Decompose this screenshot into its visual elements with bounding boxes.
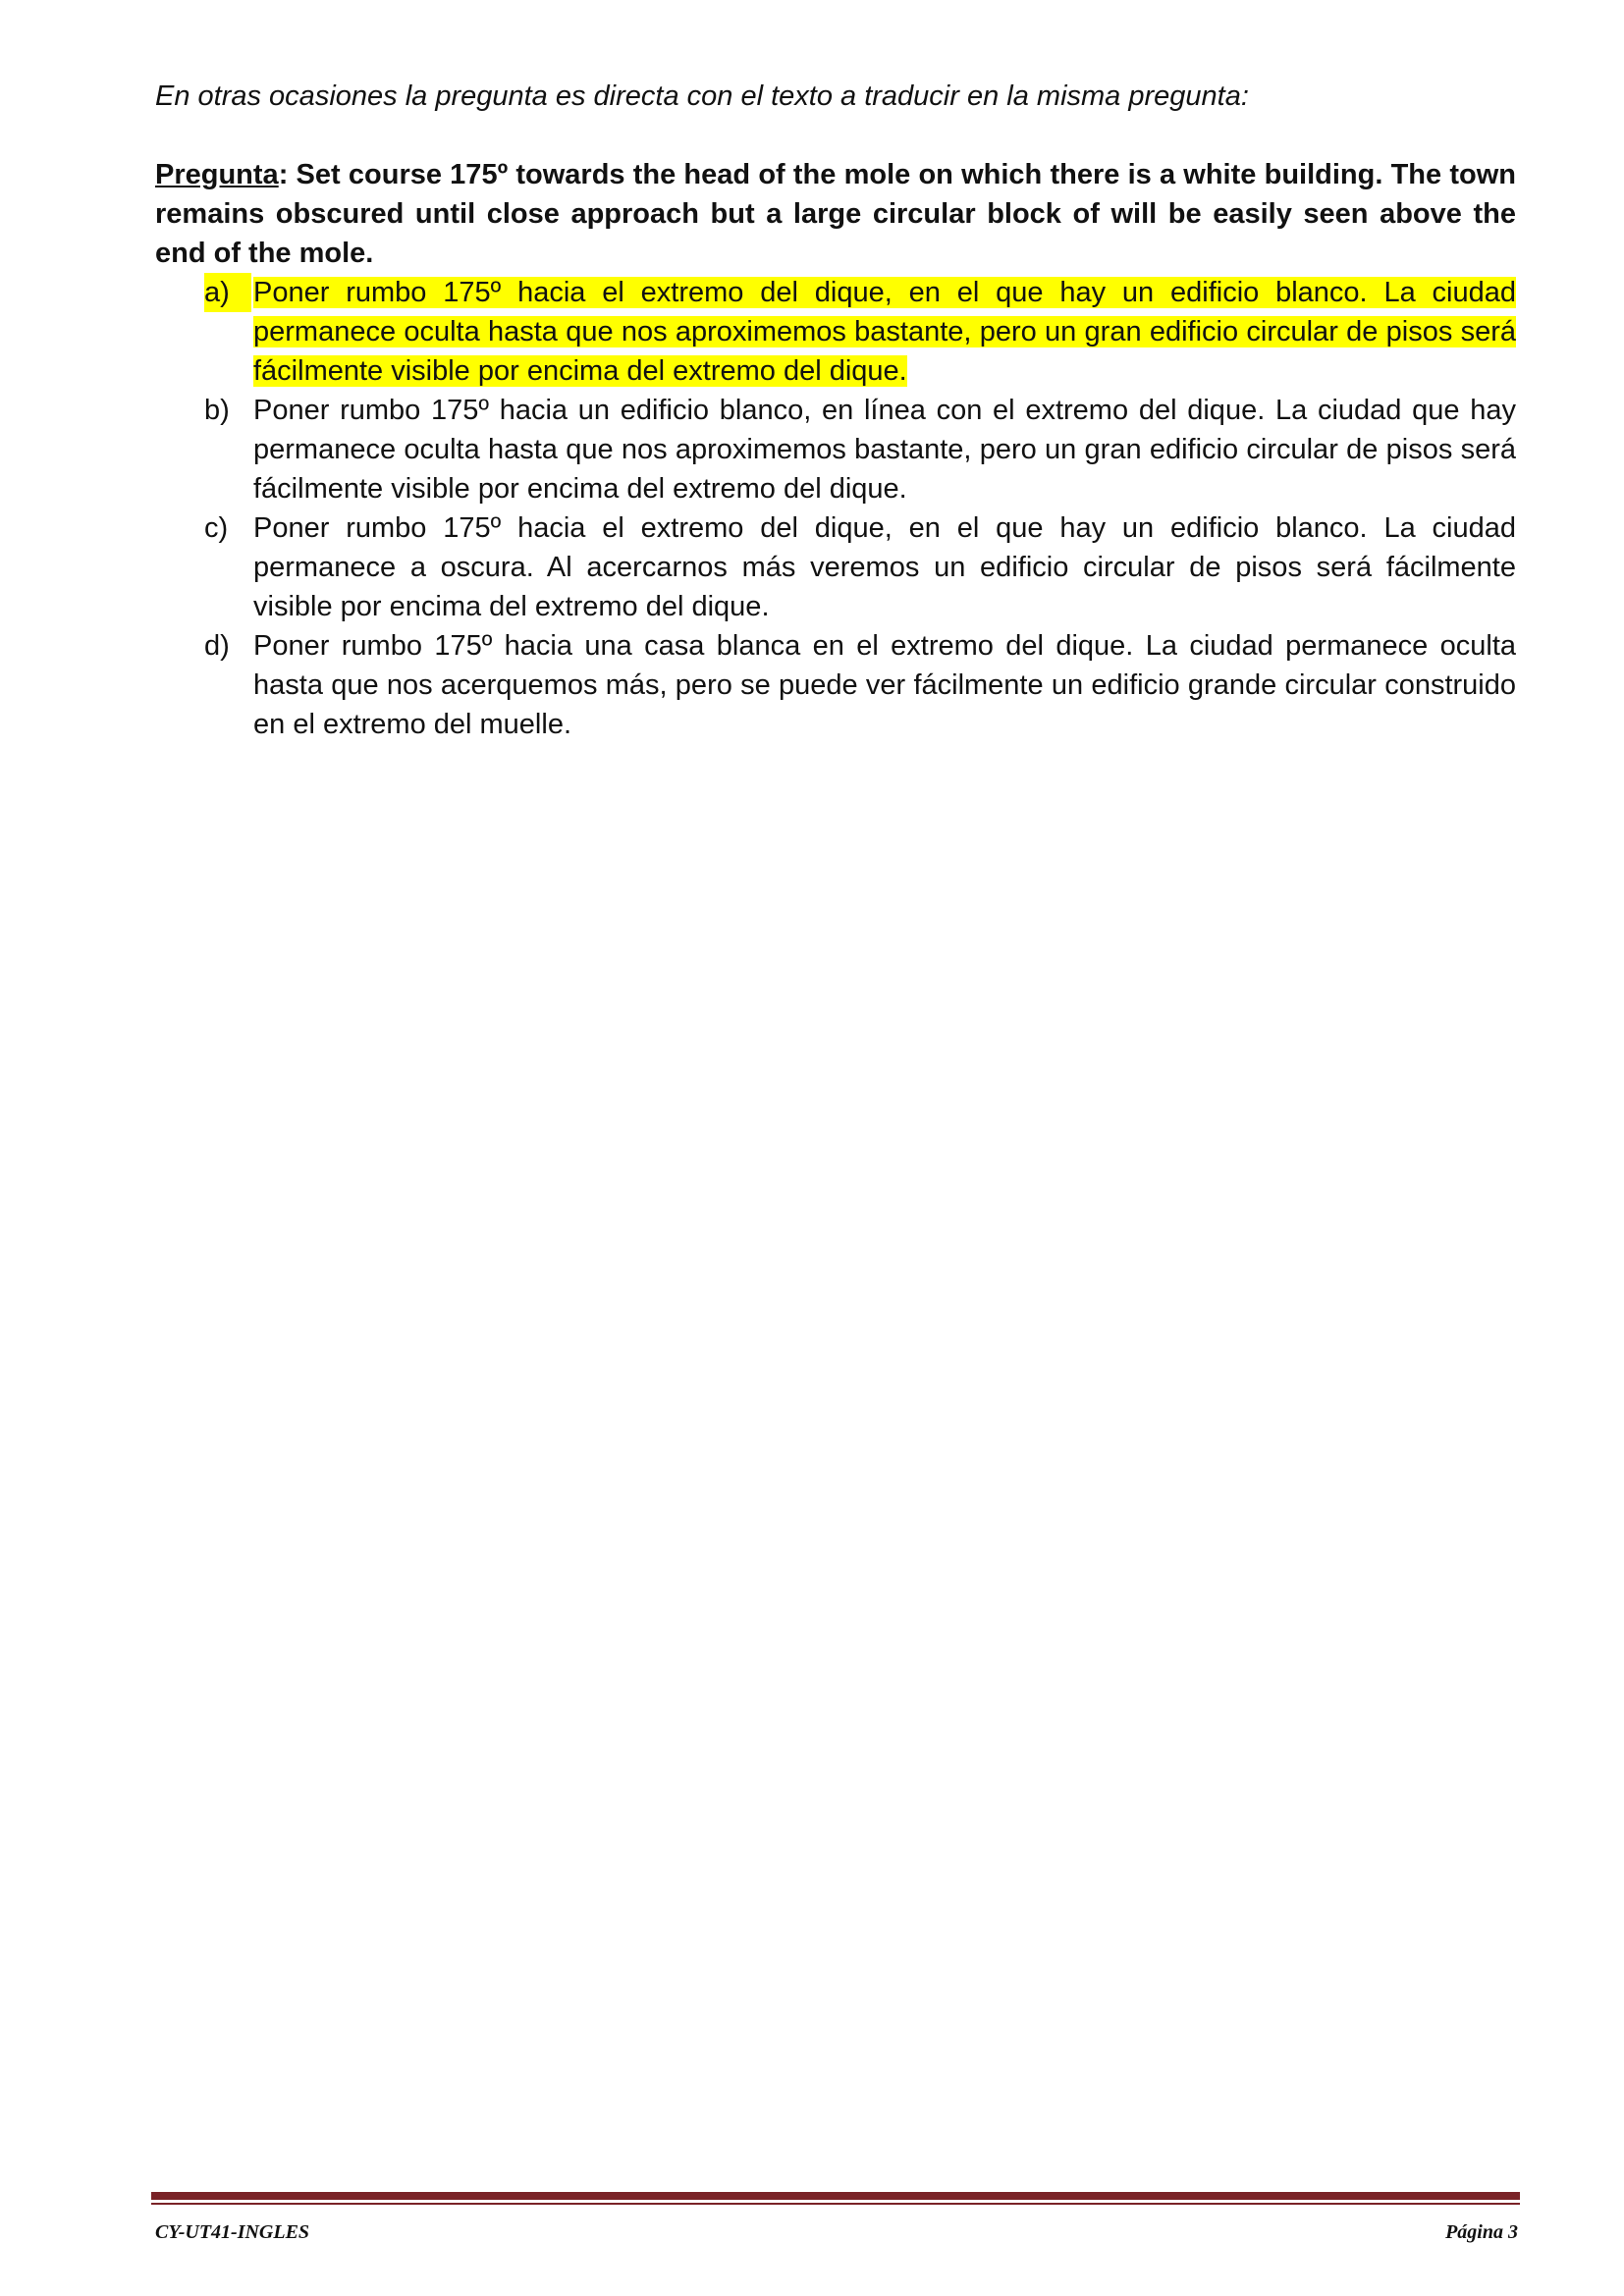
- question-text: Set course 175º towards the head of the mole on which there is a white building. The town remains obscured until close approach but a large circular block of will be easily seen above the end of the mole.: [155, 159, 1516, 269]
- option-text: Poner rumbo 175º hacia el extremo del dique, en el que hay un edificio blanco. La ciudad permanece a oscura. Al acercarnos más veremos un edificio circular de pisos será fácilmente visible por encima del extremo del dique.: [253, 512, 1516, 622]
- footer-divider-thin: [151, 2203, 1520, 2205]
- option-letter: b): [204, 395, 230, 426]
- option-text: Poner rumbo 175º hacia el extremo del dique, en el que hay un edificio blanco. La ciudad permanece oculta hasta que nos aproximemos bastante, pero un gran edificio circular de pisos será fácilmente visible por encima del extremo del dique.: [253, 277, 1516, 387]
- option-letter: d): [204, 630, 230, 662]
- question-separator: :: [278, 159, 289, 190]
- footer-page-number: Página 3: [1445, 2221, 1518, 2243]
- answer-options: [155, 273, 1516, 744]
- option-text: Poner rumbo 175º hacia una casa blanca en el extremo del dique. La ciudad permanece oculta hasta que nos acerquemos más, pero se puede ver fácilmente un edificio grande circular construido en el extremo del muelle.: [253, 630, 1516, 740]
- intro-text: En otras ocasiones la pregunta es directa con el texto a traducir en la misma pregunta:: [155, 80, 1249, 112]
- option-text: Poner rumbo 175º hacia un edificio blanco, en línea con el extremo del dique. La ciudad que hay permanece oculta hasta que nos aproximemos bastante, pero un gran edificio circular de pisos será fácilmente visible por encima del extremo del dique.: [253, 395, 1516, 505]
- question-label: Pregunta: [155, 159, 279, 190]
- option-c: [155, 508, 1516, 626]
- footer-document-code: CY-UT41-INGLES: [155, 2221, 310, 2243]
- option-b: [155, 391, 1516, 508]
- document-page: [155, 77, 1516, 744]
- option-a: [155, 273, 1516, 391]
- footer-divider: [151, 2192, 1520, 2200]
- question: [155, 155, 1516, 273]
- option-letter: c): [204, 512, 229, 544]
- option-letter: a): [204, 273, 251, 312]
- option-d: [155, 626, 1516, 744]
